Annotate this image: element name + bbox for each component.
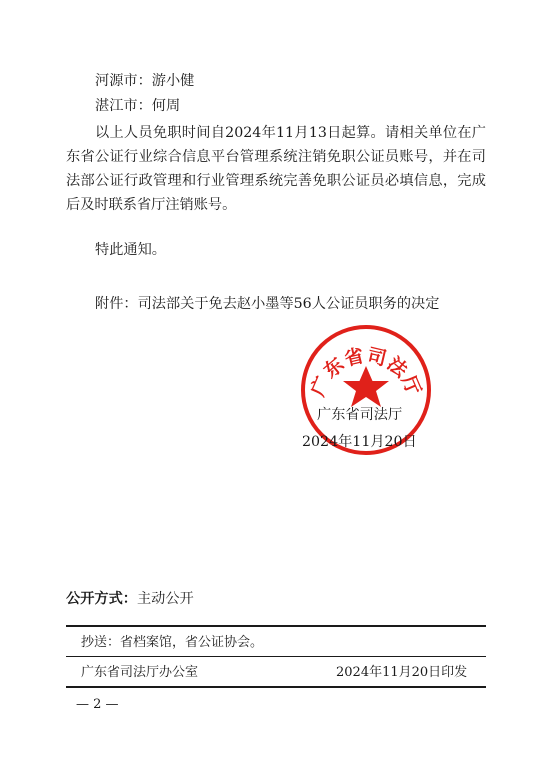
city-label: 河源市： <box>95 73 152 89</box>
signature-date: 2024年11月20日 <box>302 434 417 450</box>
seal-star-icon <box>343 366 389 407</box>
disclosure-line <box>66 589 194 609</box>
seal-arc-text: 广东省司法厅 <box>306 344 426 400</box>
disclosure-label: 公开方式： <box>66 591 137 607</box>
city-label: 湛江市： <box>95 98 152 114</box>
notice-closing: 特此通知。 <box>95 242 166 258</box>
attachment-title: 司法部关于免去赵小墨等56人公证员职务的决定 <box>137 296 440 312</box>
attachment-label: 附件： <box>95 296 138 312</box>
cc-line <box>81 633 263 653</box>
person-name: 游小健 <box>151 73 195 89</box>
disclosure-value: 主动公开 <box>136 591 194 607</box>
bottom-rule <box>66 686 486 688</box>
middle-rule <box>66 656 486 657</box>
person-name: 何周 <box>151 98 181 114</box>
dismissal-line-heyuan <box>95 71 194 91</box>
top-rule <box>66 625 486 627</box>
footer-office: 广东省司法厅办公室 <box>81 665 199 680</box>
signature-org: 广东省司法厅 <box>317 407 403 423</box>
cc-value: 省档案馆，省公证协会。 <box>120 635 264 650</box>
page-number: — 2 — <box>76 697 119 712</box>
footer-print-date: 2024年11月20日印发 <box>336 665 468 680</box>
dismissal-line-zhanjiang <box>95 96 180 116</box>
attachment-line <box>95 294 439 314</box>
body-paragraph: 以上人员免职时间自2024年11月13日起算。请相关单位在广东省公证行业综合信息平台管理系统注销免职公证员账号，并在司法部公证行政管理和行业管理系统完善免职公证员必填信息，完成后及时联系省厅注销账号。 <box>66 125 486 213</box>
cc-label: 抄送： <box>81 635 121 650</box>
